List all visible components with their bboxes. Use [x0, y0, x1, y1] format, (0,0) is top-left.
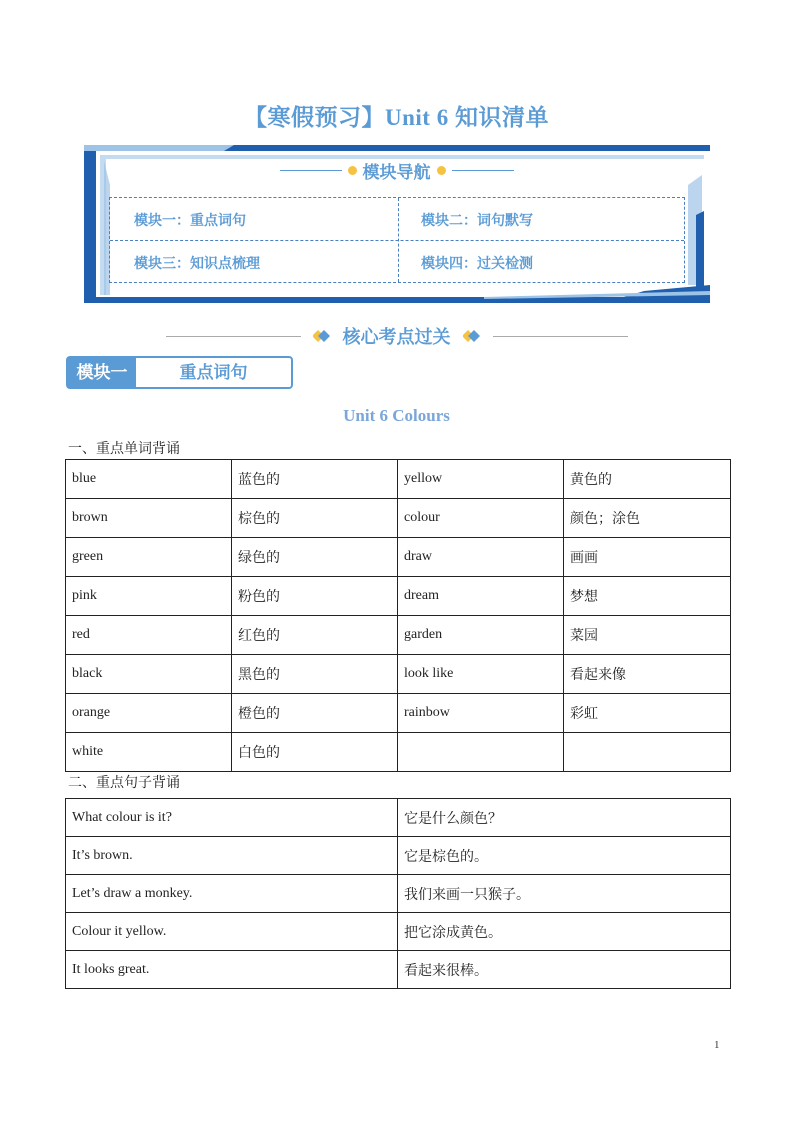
meaning-cell: 蓝色的 [232, 460, 398, 499]
word-cell: orange [66, 694, 232, 733]
word-cell [398, 733, 564, 772]
word-cell: pink [66, 577, 232, 616]
word-cell: blue [66, 460, 232, 499]
divider-line [452, 170, 514, 171]
word-cell: dream [398, 577, 564, 616]
meaning-cell: 彩虹 [564, 694, 731, 733]
table-row [66, 951, 731, 989]
meaning-cell [564, 733, 731, 772]
meaning-cell: 看起来像 [564, 655, 731, 694]
nav-item-module-4[interactable]: 模块四：过关检测 [421, 257, 533, 272]
word-cell: brown [66, 499, 232, 538]
word-cell: red [66, 616, 232, 655]
module-name: 重点词句 [179, 363, 248, 382]
word-cell: garden [398, 616, 564, 655]
table-row [66, 875, 731, 913]
sentence-cell: Colour it yellow. [66, 913, 398, 951]
unit-title: Unit 6 Colours [343, 406, 450, 425]
meaning-cell: 白色的 [232, 733, 398, 772]
translation-cell: 我们来画一只猴子。 [398, 875, 731, 913]
table-row [66, 538, 731, 577]
dot-icon [348, 166, 357, 175]
word-cell: colour [398, 499, 564, 538]
meaning-cell: 梦想 [564, 577, 731, 616]
table-row [66, 837, 731, 875]
nav-item-module-3[interactable]: 模块三：知识点梳理 [134, 257, 260, 272]
translation-cell: 它是棕色的。 [398, 837, 731, 875]
table-row [66, 616, 731, 655]
table-row [66, 799, 731, 837]
dot-icon [437, 166, 446, 175]
meaning-cell: 黄色的 [564, 460, 731, 499]
translation-cell: 看起来很棒。 [398, 951, 731, 989]
nav-item-module-1[interactable]: 模块一：重点词句 [134, 214, 246, 229]
table-row [66, 460, 731, 499]
nav-item-module-2[interactable]: 模块二：词句默写 [421, 214, 533, 229]
sentence-section-label: 二、重点句子背诵 [68, 775, 180, 791]
module-nav-grid [109, 197, 685, 283]
meaning-cell: 画画 [564, 538, 731, 577]
table-row [66, 577, 731, 616]
divider-line [493, 336, 628, 337]
table-row [66, 499, 731, 538]
table-row [66, 733, 731, 772]
page-number: 1 [714, 1039, 720, 1051]
meaning-cell: 橙色的 [232, 694, 398, 733]
vocab-table [65, 459, 731, 772]
document-title: 【寒假预习】Unit 6 知识清单 [244, 105, 549, 130]
word-cell: look like [398, 655, 564, 694]
table-row [66, 913, 731, 951]
nav-heading: 模块导航 [0, 158, 793, 183]
meaning-cell: 红色的 [232, 616, 398, 655]
meaning-cell: 棕色的 [232, 499, 398, 538]
sentence-cell: It looks great. [66, 951, 398, 989]
diamond-icon [463, 329, 481, 343]
divider-line [166, 336, 301, 337]
sentence-table [65, 798, 731, 989]
word-cell: white [66, 733, 232, 772]
sentence-cell: It’s brown. [66, 837, 398, 875]
divider-line [280, 170, 342, 171]
word-cell: green [66, 538, 232, 577]
sentence-cell: Let’s draw a monkey. [66, 875, 398, 913]
meaning-cell: 绿色的 [232, 538, 398, 577]
meaning-cell: 颜色；涂色 [564, 499, 731, 538]
diamond-icon [313, 329, 331, 343]
word-cell: rainbow [398, 694, 564, 733]
module-number: 模块一 [68, 358, 136, 387]
meaning-cell: 菜园 [564, 616, 731, 655]
sentence-cell: What colour is it? [66, 799, 398, 837]
translation-cell: 它是什么颜色？ [398, 799, 731, 837]
table-row [66, 655, 731, 694]
vocab-section-label: 一、重点单词背诵 [68, 441, 180, 457]
module-tag [66, 356, 293, 389]
table-row [66, 694, 731, 733]
word-cell: draw [398, 538, 564, 577]
meaning-cell: 粉色的 [232, 577, 398, 616]
translation-cell: 把它涂成黄色。 [398, 913, 731, 951]
meaning-cell: 黑色的 [232, 655, 398, 694]
core-section-heading: 核心考点过关 [0, 323, 793, 349]
word-cell: black [66, 655, 232, 694]
word-cell: yellow [398, 460, 564, 499]
